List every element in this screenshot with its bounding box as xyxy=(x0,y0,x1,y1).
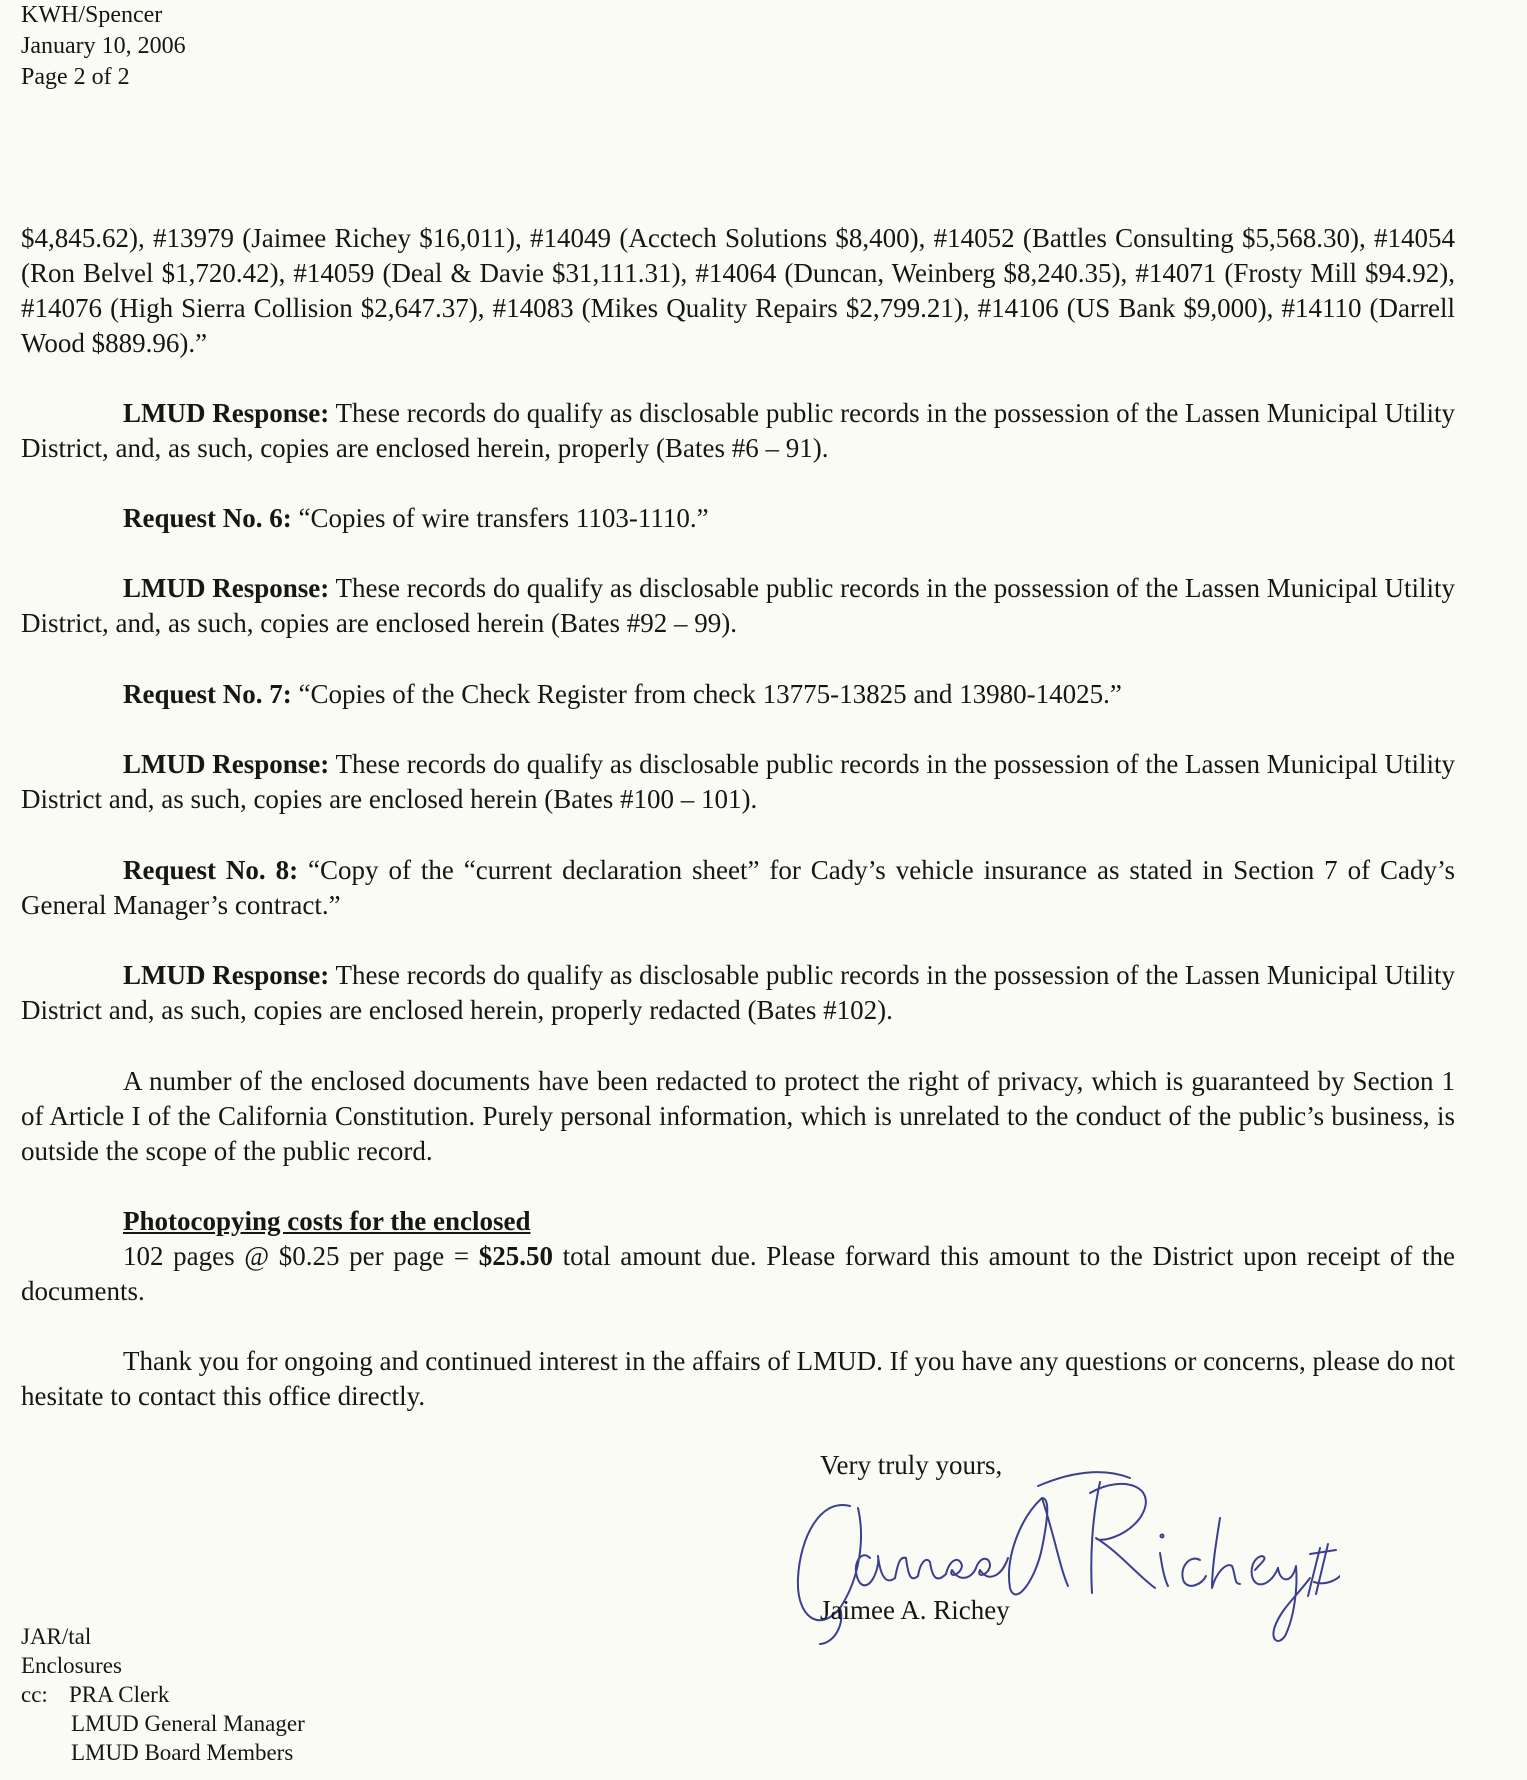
response-label: LMUD Response: xyxy=(123,749,330,779)
response-8: LMUD Response: These records do qualify as disclosable public records in the possession of the Lassen Municipal Utility District and, as such, copies are enclosed herein, properly redacted (Bates #102). xyxy=(21,960,1456,1025)
typist-initials: JAR/tal xyxy=(21,1624,92,1649)
letter-date: January 10, 2006 xyxy=(21,33,186,59)
amount-due: $25.50 xyxy=(478,1241,553,1271)
photocopy-heading: Photocopying costs for the enclosed xyxy=(123,1206,531,1236)
page-number: Page 2 of 2 xyxy=(21,64,130,90)
request-8: Request No. 8: “Copy of the “current declaration sheet” for Cady’s vehicle insurance as stated in Section 7 of Cady’s General Manager’s contract.” xyxy=(21,855,1455,920)
cc-list xyxy=(21,1680,305,1709)
letter-header xyxy=(21,0,186,93)
privacy-paragraph: A number of the enclosed documents have been redacted to protect the right of privacy, which is guaranteed by Section 1 of Article I of the California Constitution. Purely personal information, which is unrelated to the conduct of the public’s business, is outside the scope of the public record. xyxy=(21,1066,1455,1166)
request-label: Request No. 7: xyxy=(123,679,292,709)
request-label: Request No. 8: xyxy=(123,855,299,885)
enclosures-note: Enclosures xyxy=(21,1653,122,1678)
response-7: LMUD Response: These records do qualify as disclosable public records in the possession of the Lassen Municipal Utility District and, as such, copies are enclosed herein (Bates #100 – 101). xyxy=(21,749,1456,814)
response-label: LMUD Response: xyxy=(123,960,330,990)
continued-paragraph: $4,845.62), #13979 (Jaimee Richey $16,011), #14049 (Acctech Solutions $8,400), #14052 (Battles Consulting $5,568.30), #14054 (Ron Belvel $1,720.42), #14059 (Deal & Davie $31,111.31), #14064 (Duncan, Weinberg $8,240.35), #14071 (Frosty Mill $94.92), #14076 (High Sierra Collision $2,647.37), #14083 (Mikes Quality Repairs $2,799.21), #14106 (US Bank $9,000), #14110 (Darrell Wood $889.96).” xyxy=(21,223,1455,358)
cc-label: cc: xyxy=(21,1682,48,1707)
signer-name: Jaimee A. Richey xyxy=(820,1595,1010,1625)
closing-line: Very truly yours, xyxy=(820,1450,1003,1480)
response-label: LMUD Response: xyxy=(123,573,330,603)
cc-recipient: LMUD Board Members xyxy=(71,1740,294,1765)
response-label: LMUD Response: xyxy=(123,398,330,428)
response-5: LMUD Response: These records do qualify as disclosable public records in the possession of the Lassen Municipal Utility District, and, as such, copies are enclosed herein, properly (Bates #6 – 91). xyxy=(21,398,1456,463)
photocopy-costs: 102 pages @ $0.25 per page = $25.50 total amount due. Please forward this amount to the District upon receipt of the documents. xyxy=(21,1241,1455,1306)
cc-recipient: LMUD General Manager xyxy=(71,1711,305,1736)
request-6: Request No. 6: “Copies of wire transfers 1103-1110.” xyxy=(123,503,709,533)
cc-recipient: PRA Clerk xyxy=(69,1682,170,1707)
reference-line: KWH/Spencer xyxy=(21,2,163,28)
letter-footer xyxy=(21,1622,305,1767)
response-6: LMUD Response: These records do qualify as disclosable public records in the possession of the Lassen Municipal Utility District, and, as such, copies are enclosed herein (Bates #92 – 99). xyxy=(21,573,1456,638)
thanks-paragraph: Thank you for ongoing and continued interest in the affairs of LMUD. If you have any questions or concerns, please do not hesitate to contact this office directly. xyxy=(21,1346,1455,1411)
request-7: Request No. 7: “Copies of the Check Register from check 13775-13825 and 13980-14025.” xyxy=(123,679,1122,709)
request-label: Request No. 6: xyxy=(123,503,292,533)
